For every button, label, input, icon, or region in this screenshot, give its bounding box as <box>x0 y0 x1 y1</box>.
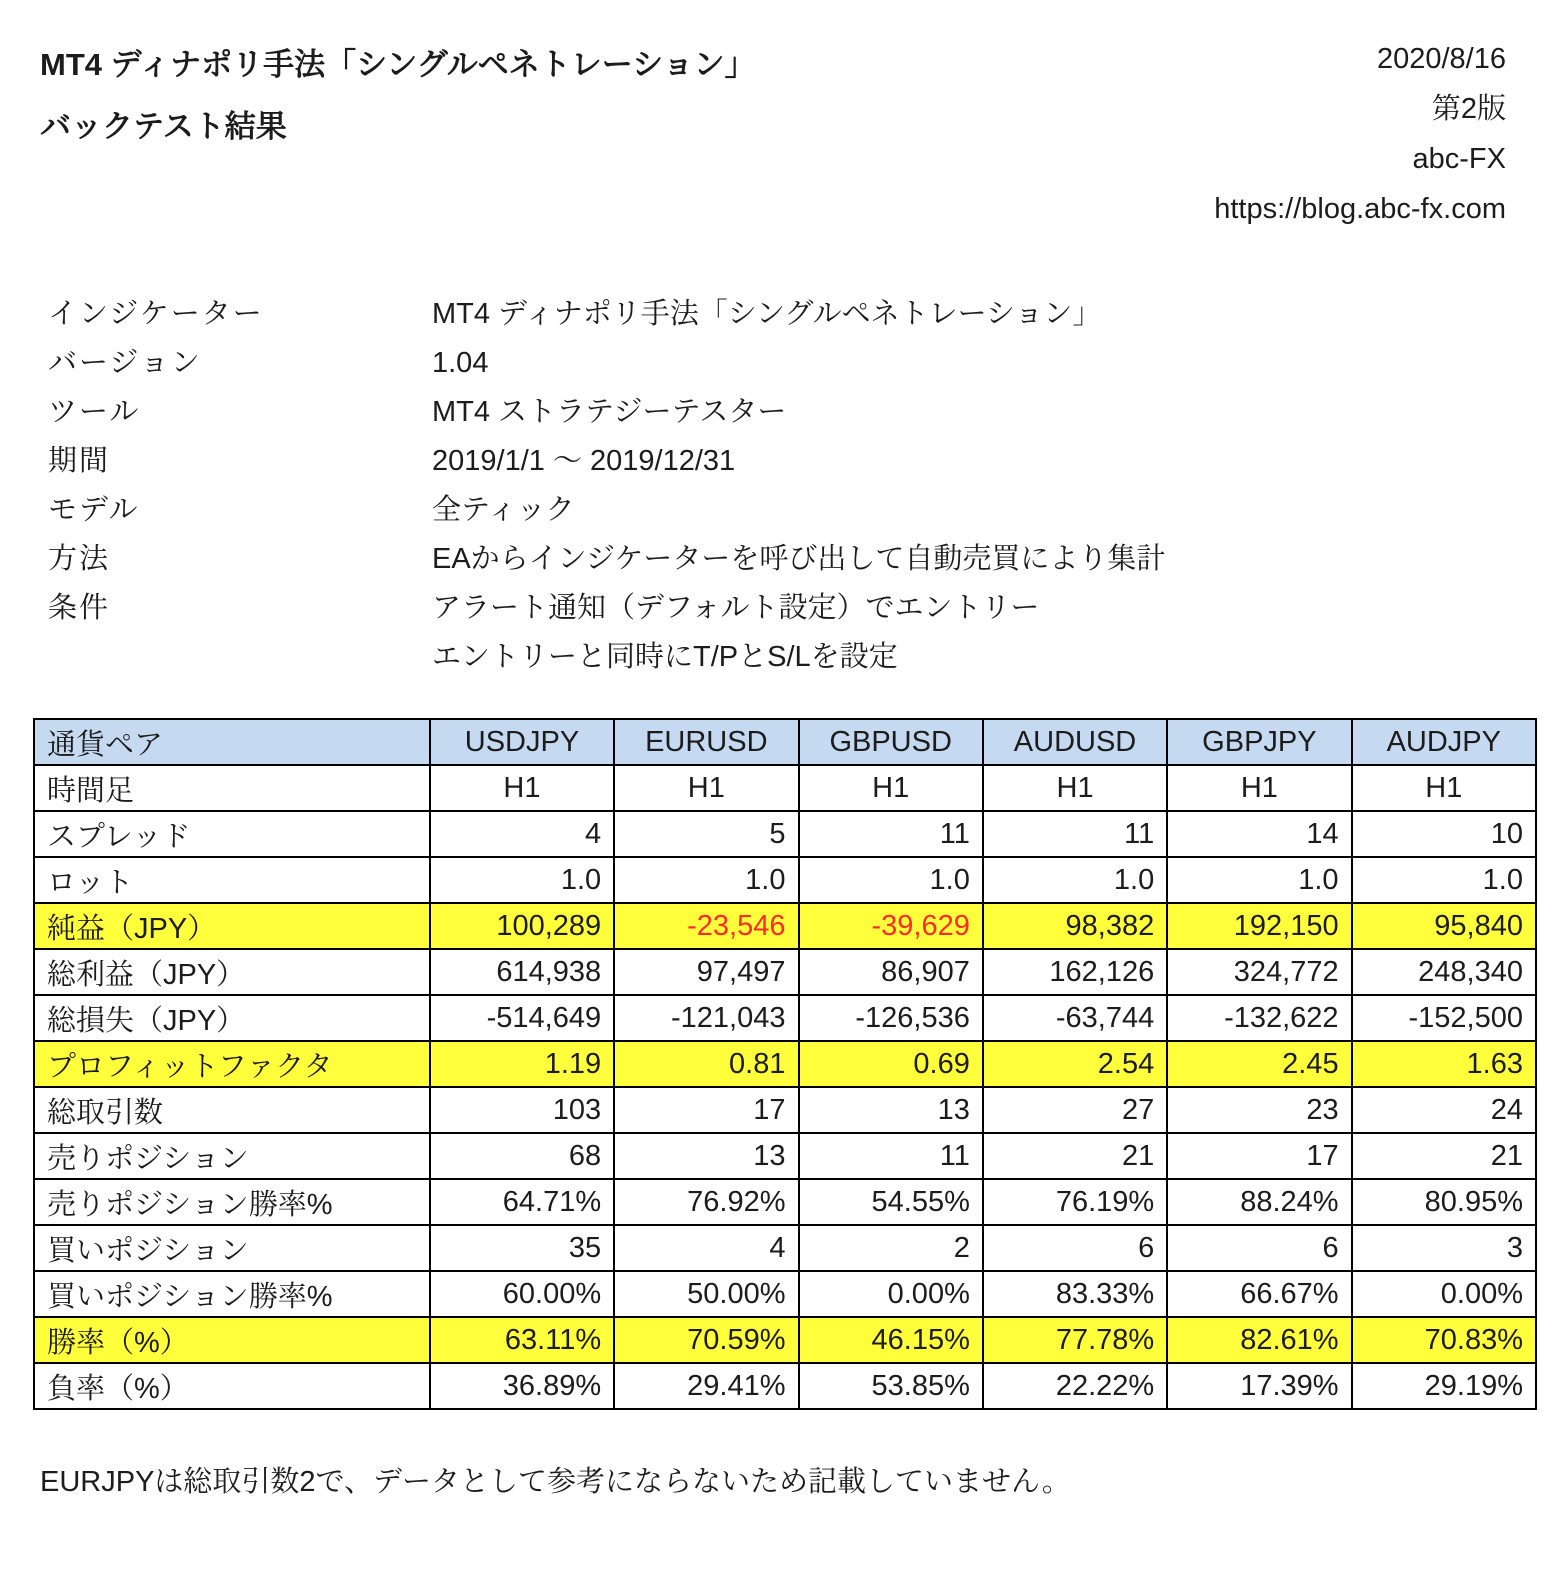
row-label-cell: プロフィットファクタ <box>34 1041 430 1087</box>
value-cell: 1.0 <box>614 857 798 903</box>
table-row <box>34 1133 1536 1179</box>
meta-row <box>48 633 1568 682</box>
meta-label: 期間 <box>48 445 111 477</box>
table-row <box>34 1087 1536 1133</box>
value-cell: 162,126 <box>983 949 1167 995</box>
value-cell: -23,546 <box>614 903 798 949</box>
table-row <box>34 1317 1536 1363</box>
meta-label: バージョン <box>48 347 202 379</box>
value-cell: H1 <box>1352 765 1536 811</box>
value-cell: 77.78% <box>983 1317 1167 1363</box>
meta-value: エントリーと同時にT/PとS/Lを設定 <box>432 641 898 673</box>
value-cell: 95,840 <box>1352 903 1536 949</box>
table-row <box>34 903 1536 949</box>
value-cell: 64.71% <box>430 1179 614 1225</box>
meta-row <box>48 290 1568 339</box>
meta-value: 1.04 <box>432 347 489 379</box>
value-cell: 70.59% <box>614 1317 798 1363</box>
value-cell: -514,649 <box>430 995 614 1041</box>
row-label-cell: 総取引数 <box>34 1087 430 1133</box>
value-cell: 21 <box>983 1133 1167 1179</box>
row-label-cell: 買いポジション <box>34 1225 430 1271</box>
table-header-row <box>34 719 1536 765</box>
value-cell: 97,497 <box>614 949 798 995</box>
value-cell: 6 <box>983 1225 1167 1271</box>
table-corner-label: 通貨ペア <box>34 719 430 765</box>
value-cell: 103 <box>430 1087 614 1133</box>
value-cell: 1.0 <box>1167 857 1351 903</box>
meta-row <box>48 388 1568 437</box>
value-cell: -126,536 <box>799 995 983 1041</box>
column-header-gbpusd: GBPUSD <box>799 719 983 765</box>
value-cell: 14 <box>1167 811 1351 857</box>
value-cell: 36.89% <box>430 1363 614 1409</box>
meta-label <box>48 633 432 682</box>
value-cell: 2.54 <box>983 1041 1167 1087</box>
document-author: abc-FX <box>1412 143 1506 175</box>
value-cell: 2.45 <box>1167 1041 1351 1087</box>
value-cell: 17.39% <box>1167 1363 1351 1409</box>
results-table <box>33 718 1537 1410</box>
value-cell: 88.24% <box>1167 1179 1351 1225</box>
meta-value: 全ティック <box>432 494 575 526</box>
row-label-cell: 総利益（JPY） <box>34 949 430 995</box>
value-cell: 614,938 <box>430 949 614 995</box>
column-header-usdjpy: USDJPY <box>430 719 614 765</box>
meta-row <box>48 584 1568 633</box>
value-cell: 23 <box>1167 1087 1351 1133</box>
row-label-cell: 負率（%） <box>34 1363 430 1409</box>
value-cell: -132,622 <box>1167 995 1351 1041</box>
row-label-cell: 純益（JPY） <box>34 903 430 949</box>
table-row <box>34 1041 1536 1087</box>
meta-section <box>48 290 1568 682</box>
row-label-cell: スプレッド <box>34 811 430 857</box>
row-label-cell: 売りポジション <box>34 1133 430 1179</box>
meta-value: EAからインジケーターを呼び出して自動売買により集計 <box>432 543 1166 575</box>
value-cell: 0.81 <box>614 1041 798 1087</box>
value-cell: 0.00% <box>1352 1271 1536 1317</box>
value-cell: 13 <box>799 1087 983 1133</box>
value-cell: 53.85% <box>799 1363 983 1409</box>
meta-value: アラート通知（デフォルト設定）でエントリー <box>432 592 1040 624</box>
value-cell: 66.67% <box>1167 1271 1351 1317</box>
value-cell: 192,150 <box>1167 903 1351 949</box>
value-cell: 0.00% <box>799 1271 983 1317</box>
value-cell: 76.92% <box>614 1179 798 1225</box>
table-row <box>34 995 1536 1041</box>
value-cell: 1.0 <box>1352 857 1536 903</box>
value-cell: 54.55% <box>799 1179 983 1225</box>
row-label-cell: 時間足 <box>34 765 430 811</box>
value-cell: 4 <box>430 811 614 857</box>
meta-label: インジケーター <box>48 298 264 330</box>
value-cell: H1 <box>983 765 1167 811</box>
row-label-cell: 売りポジション勝率% <box>34 1179 430 1225</box>
value-cell: 22.22% <box>983 1363 1167 1409</box>
document-url: https://blog.abc-fx.com <box>1214 193 1506 225</box>
meta-label: ツール <box>48 396 141 428</box>
value-cell: -39,629 <box>799 903 983 949</box>
row-label-cell: 総損失（JPY） <box>34 995 430 1041</box>
value-cell: H1 <box>1167 765 1351 811</box>
value-cell: -152,500 <box>1352 995 1536 1041</box>
table-row <box>34 1225 1536 1271</box>
value-cell: 100,289 <box>430 903 614 949</box>
value-cell: 6 <box>1167 1225 1351 1271</box>
column-header-audjpy: AUDJPY <box>1352 719 1536 765</box>
value-cell: 27 <box>983 1087 1167 1133</box>
footer-note: EURJPYは総取引数2で、データとして参考にならないため記載していません。 <box>40 1466 1071 1498</box>
value-cell: 10 <box>1352 811 1536 857</box>
value-cell: 11 <box>799 811 983 857</box>
value-cell: 50.00% <box>614 1271 798 1317</box>
value-cell: -63,744 <box>983 995 1167 1041</box>
document-date: 2020/8/16 <box>1376 43 1506 75</box>
value-cell: 35 <box>430 1225 614 1271</box>
column-header-audusd: AUDUSD <box>983 719 1167 765</box>
value-cell: 5 <box>614 811 798 857</box>
value-cell: 1.63 <box>1352 1041 1536 1087</box>
value-cell: 83.33% <box>983 1271 1167 1317</box>
value-cell: 11 <box>983 811 1167 857</box>
value-cell: 86,907 <box>799 949 983 995</box>
value-cell: 29.19% <box>1352 1363 1536 1409</box>
value-cell: H1 <box>614 765 798 811</box>
value-cell: 60.00% <box>430 1271 614 1317</box>
value-cell: 1.0 <box>983 857 1167 903</box>
table-row <box>34 1271 1536 1317</box>
meta-label: 条件 <box>48 592 111 624</box>
meta-value: MT4 ディナポリ手法「シングルペネトレーション」 <box>432 298 1102 330</box>
value-cell: 76.19% <box>983 1179 1167 1225</box>
value-cell: H1 <box>799 765 983 811</box>
meta-value: MT4 ストラテジーテスター <box>432 396 787 428</box>
meta-label: モデル <box>48 494 140 526</box>
value-cell: 82.61% <box>1167 1317 1351 1363</box>
title-block <box>40 34 756 158</box>
value-cell: 80.95% <box>1352 1179 1536 1225</box>
row-label-cell: 買いポジション勝率% <box>34 1271 430 1317</box>
row-label-cell: 勝率（%） <box>34 1317 430 1363</box>
value-cell: 0.69 <box>799 1041 983 1087</box>
document-title: MT4 ディナポリ手法「シングルペネトレーション」 <box>40 47 756 82</box>
column-header-eurusd: EURUSD <box>614 719 798 765</box>
value-cell: 70.83% <box>1352 1317 1536 1363</box>
meta-row <box>48 535 1568 584</box>
value-cell: 1.19 <box>430 1041 614 1087</box>
table-row <box>34 1179 1536 1225</box>
document-header <box>0 0 1568 234</box>
column-header-gbpjpy: GBPJPY <box>1167 719 1351 765</box>
value-cell: 3 <box>1352 1225 1536 1271</box>
value-cell: 98,382 <box>983 903 1167 949</box>
meta-label: 方法 <box>48 543 111 575</box>
meta-row <box>48 486 1568 535</box>
value-cell: 24 <box>1352 1087 1536 1133</box>
value-cell: 17 <box>614 1087 798 1133</box>
meta-row <box>48 437 1568 486</box>
document-subtitle: バックテスト結果 <box>40 109 287 144</box>
meta-value: 2019/1/1 ～ 2019/12/31 <box>432 445 736 477</box>
value-cell: 13 <box>614 1133 798 1179</box>
value-cell: 324,772 <box>1167 949 1351 995</box>
value-cell: 46.15% <box>799 1317 983 1363</box>
value-cell: 1.0 <box>799 857 983 903</box>
value-cell: 63.11% <box>430 1317 614 1363</box>
table-row <box>34 1363 1536 1409</box>
table-row <box>34 765 1536 811</box>
value-cell: 29.41% <box>614 1363 798 1409</box>
value-cell: 11 <box>799 1133 983 1179</box>
value-cell: 1.0 <box>430 857 614 903</box>
value-cell: -121,043 <box>614 995 798 1041</box>
value-cell: 4 <box>614 1225 798 1271</box>
table-row <box>34 811 1536 857</box>
value-cell: 2 <box>799 1225 983 1271</box>
value-cell: 17 <box>1167 1133 1351 1179</box>
document-info-block <box>1214 34 1506 234</box>
row-label-cell: ロット <box>34 857 430 903</box>
meta-row <box>48 339 1568 388</box>
value-cell: 68 <box>430 1133 614 1179</box>
document-edition: 第2版 <box>1431 93 1506 125</box>
table-row <box>34 857 1536 903</box>
value-cell: 21 <box>1352 1133 1536 1179</box>
table-row <box>34 949 1536 995</box>
value-cell: H1 <box>430 765 614 811</box>
value-cell: 248,340 <box>1352 949 1536 995</box>
